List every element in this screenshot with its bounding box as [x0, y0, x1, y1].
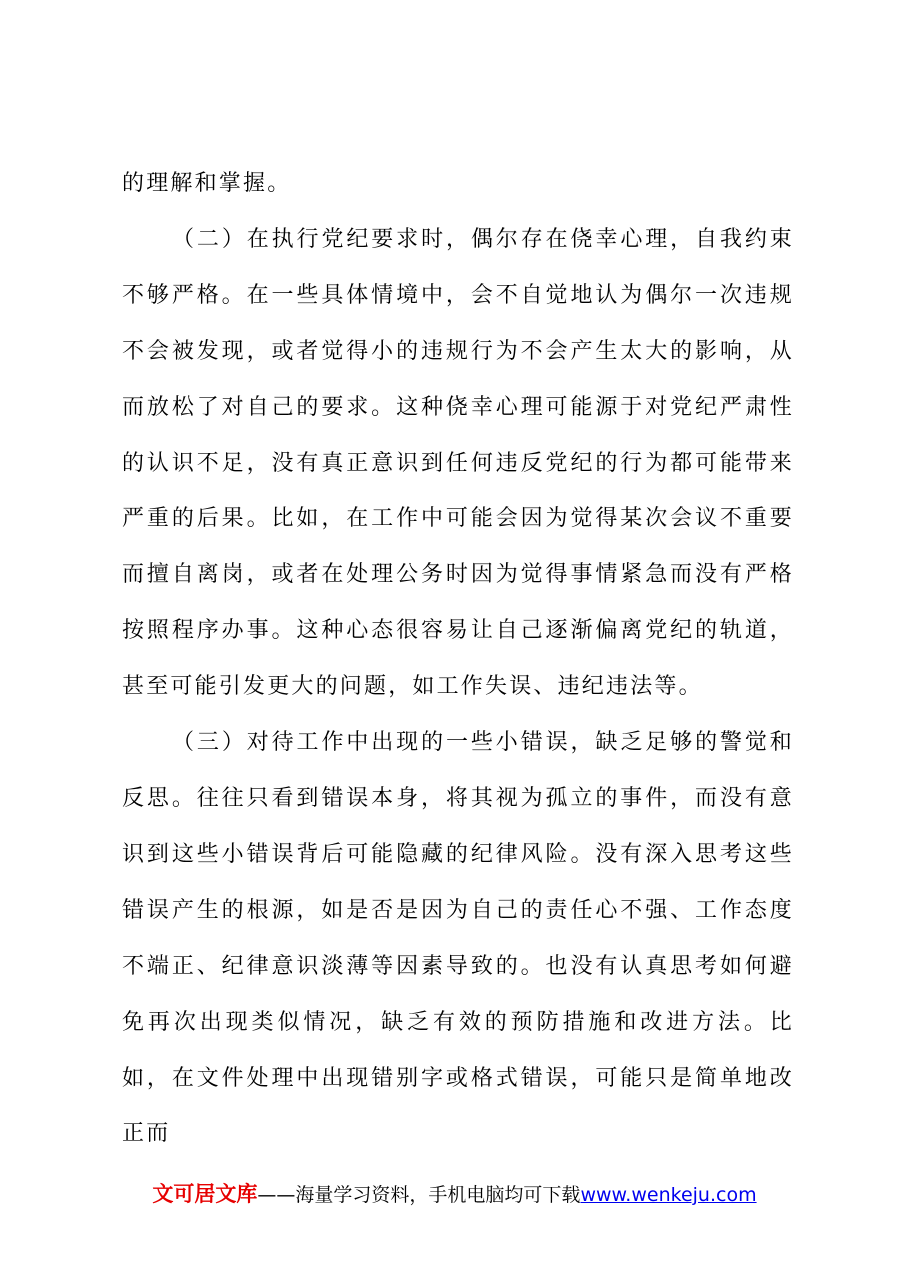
paragraph-continuation: 的理解和掌握。: [122, 171, 292, 196]
document-body: [122, 156, 794, 1162]
footer-brand: 文可居文库: [152, 1182, 258, 1206]
footer-website-link[interactable]: www.wenkeju.com: [580, 1184, 757, 1206]
paragraph-section-three: （三）对待工作中出现的一些小错误，缺乏足够的警觉和反思。往往只看到错误本身，将其视为孤立的事件，而没有意识到这些小错误背后可能隐藏的纪律风险。没有深入思考这些错误产生的根源，如是否是因为自己的责任心不强、工作态度不端正、纪律意识淡薄等因素导致的。也没有认真思考如何避免再次出现类似情况，缺乏有效的预防措施和改进方法。比如，在文件处理中出现错别字或格式错误，可能只是简单地改正而: [122, 730, 794, 1147]
footer-banner: [0, 1178, 909, 1211]
paragraph-section-two: （二）在执行党纪要求时，偶尔存在侥幸心理，自我约束不够严格。在一些具体情境中，会不自觉地认为偶尔一次违规不会被发现，或者觉得小的违规行为不会产生太大的影响，从而放松了对自己的要求。这种侥幸心理可能源于对党纪严肃性的认识不足，没有真正意识到任何违反党纪的行为都可能带来严重的后果。比如，在工作中可能会因为觉得某次会议不重要而擅自离岗，或者在处理公务时因为觉得事情紧急而没有严格按照程序办事。这种心态很容易让自己逐渐偏离党纪的轨道，甚至可能引发更大的问题，如工作失误、违纪违法等。: [122, 226, 794, 700]
footer-slogan: ——海量学习资料，手机电脑均可下载: [257, 1184, 581, 1206]
